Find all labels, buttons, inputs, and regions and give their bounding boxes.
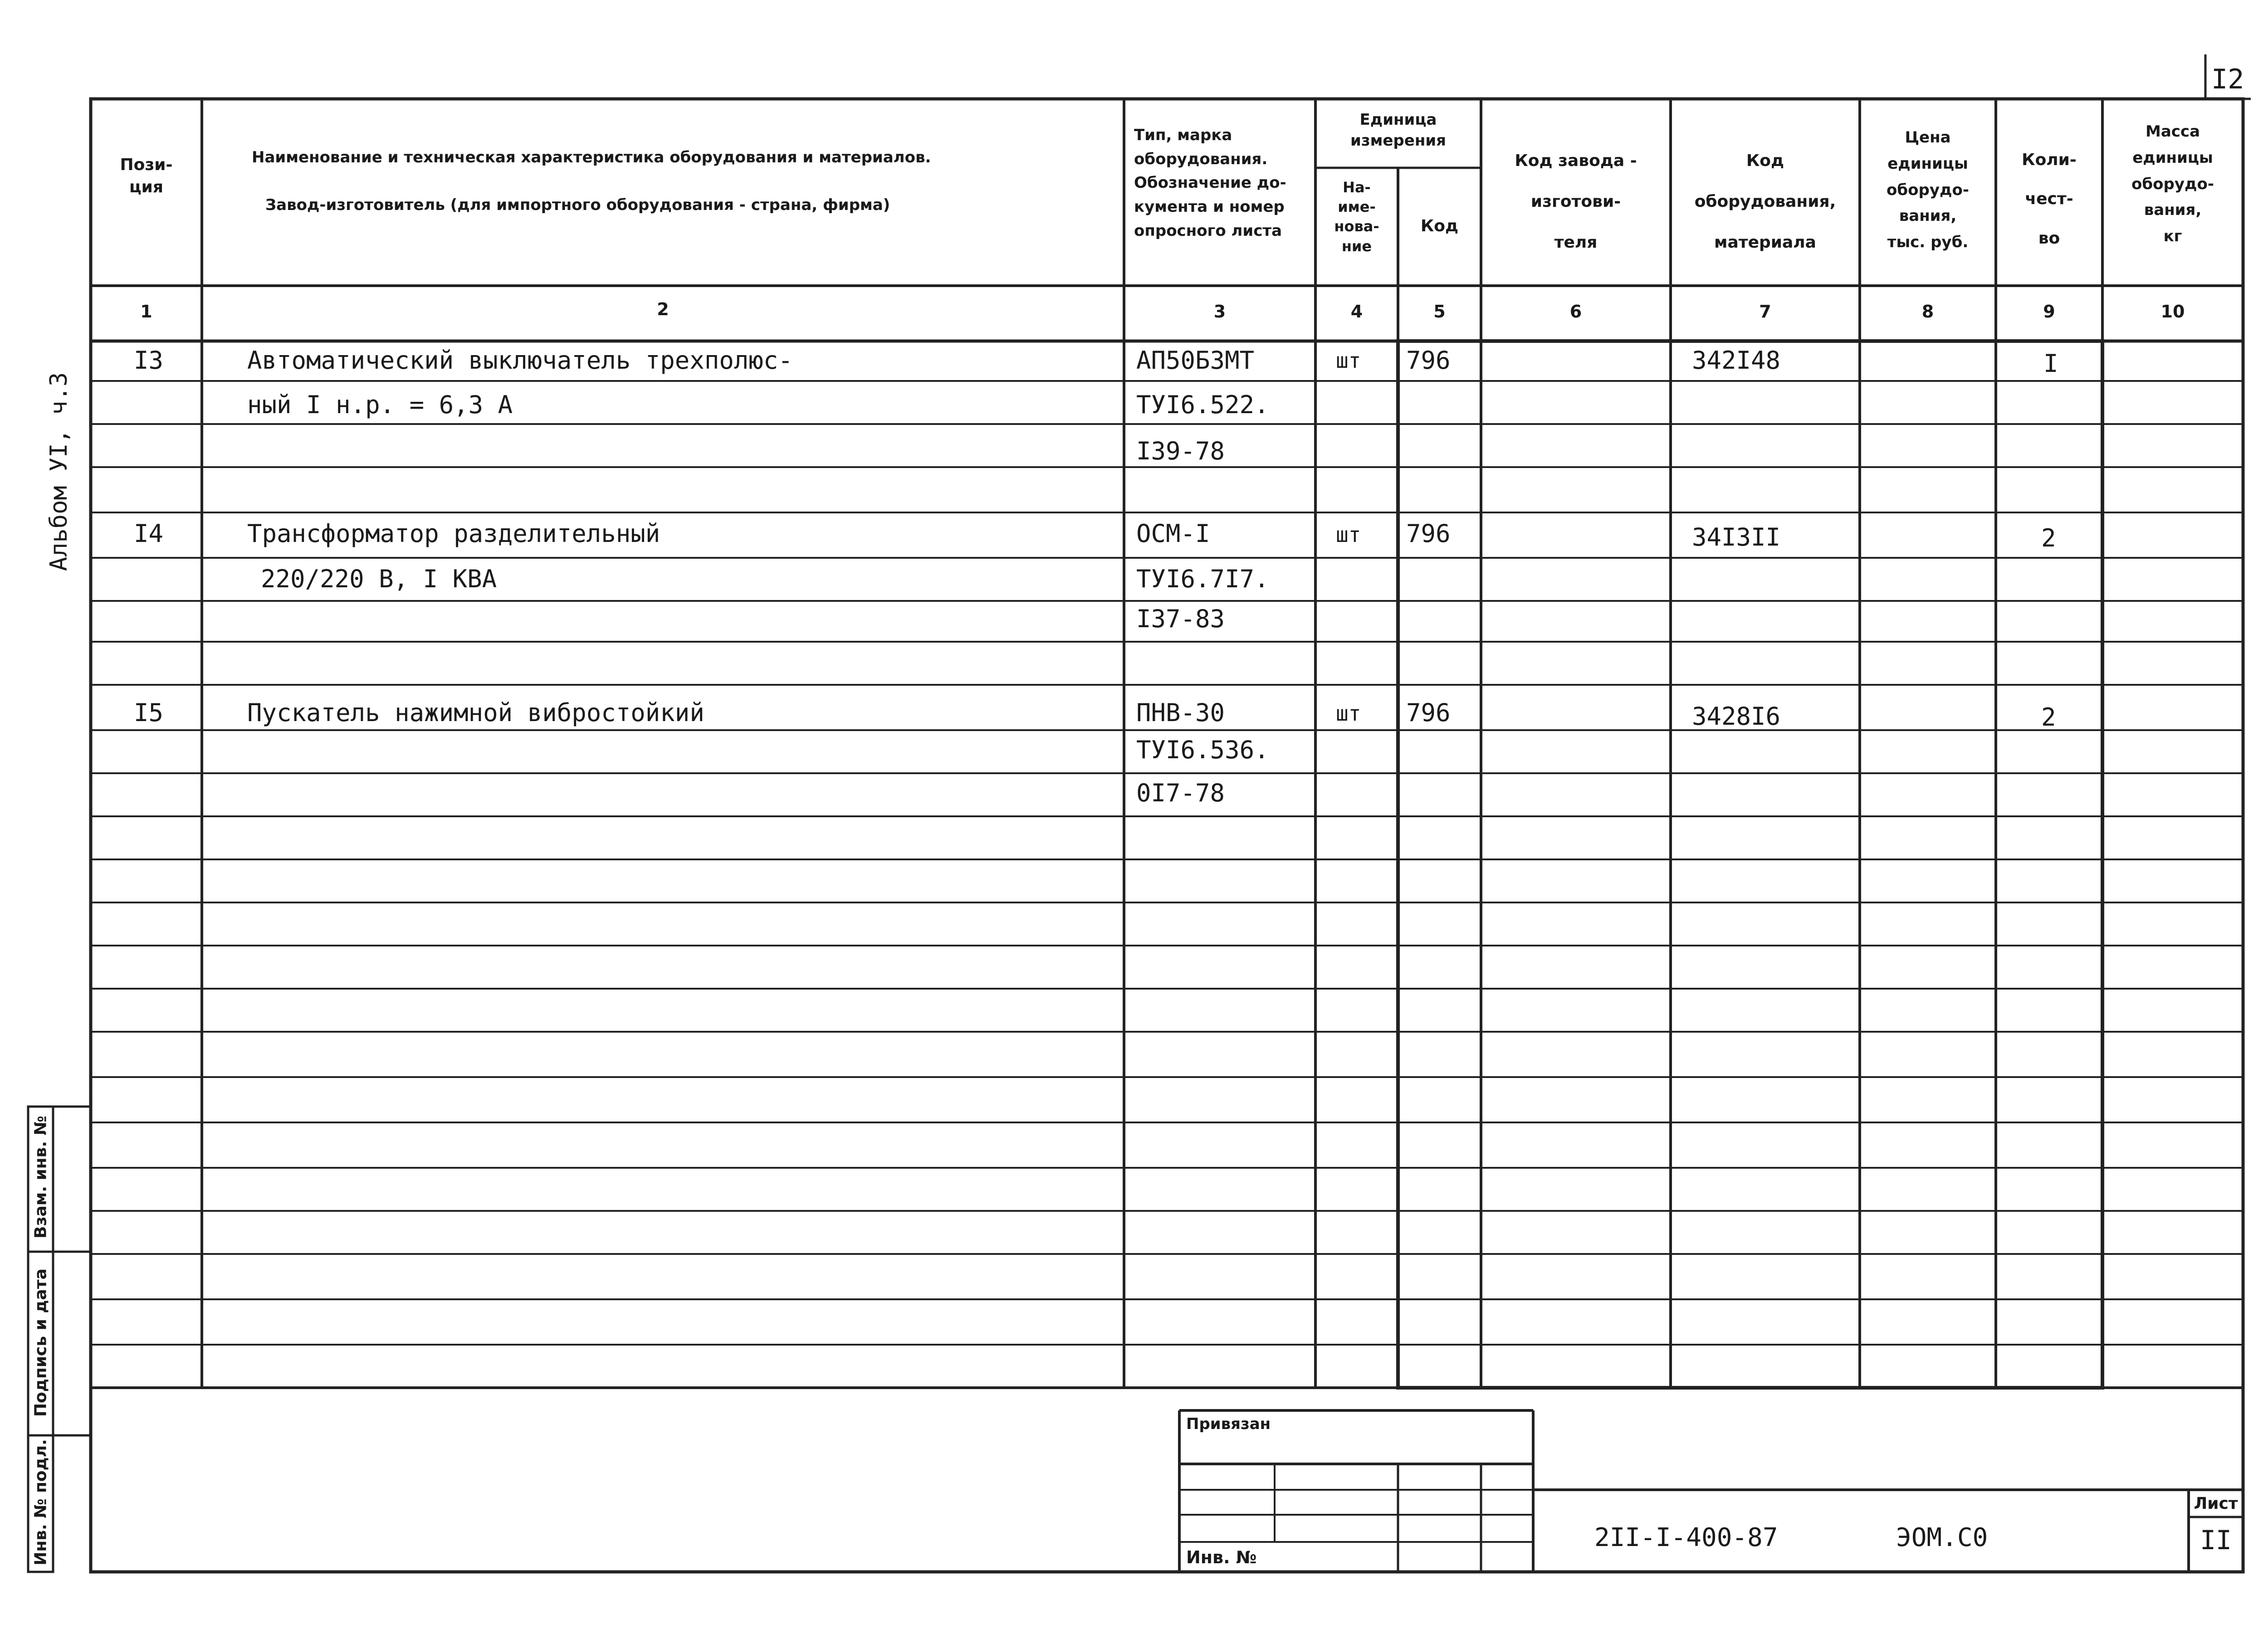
row-type: ПНВ-30 <box>1136 698 1225 727</box>
row-equip-code: 34I3II <box>1692 523 1781 551</box>
column-number-3: 3 <box>1213 302 1226 322</box>
row-unit-code: 796 <box>1406 346 1451 375</box>
stamp-doc-mark: ЭОМ.С0 <box>1896 1523 1988 1552</box>
header-equip-code: Код оборудования, материала <box>1694 151 1836 252</box>
row-type: I39-78 <box>1136 437 1225 465</box>
side-label-inv-podl: Инв. № подл. <box>31 1439 50 1566</box>
row-name: Автоматический выключатель трехполюс- <box>247 346 793 375</box>
row-type: ОСМ-I <box>1136 519 1210 548</box>
row-type: ТУI6.522. <box>1136 390 1269 419</box>
row-unit: шт <box>1336 522 1361 547</box>
row-position: I4 <box>134 519 164 548</box>
row-equip-code: 3428I6 <box>1692 702 1781 731</box>
row-unit: шт <box>1336 348 1361 373</box>
header-name-line2: Завод-изготовитель (для импортного оборудования - страна, фирма) <box>265 196 890 214</box>
column-number-2: 2 <box>657 299 669 319</box>
album-label: Альбом УI, ч.3 <box>45 372 73 571</box>
side-label-podpis-data: Подпись и дата <box>31 1268 50 1417</box>
header-mass: Масса единицы оборудо- вания, кг <box>2131 122 2214 246</box>
row-type: I37-83 <box>1136 605 1225 633</box>
stamp-sheet-value: II <box>2200 1525 2232 1556</box>
row-equip-code: 342I48 <box>1692 346 1781 375</box>
header-unit-name: На- име- нова- ние <box>1334 179 1379 255</box>
header-position: Пози- ция <box>120 156 173 196</box>
row-quantity: 2 <box>2041 703 2056 732</box>
stamp-inv-no: Инв. № <box>1186 1547 1257 1567</box>
column-number-10: 10 <box>2160 302 2185 322</box>
stamp-privyazan: Привязан <box>1186 1415 1271 1433</box>
row-unit-code: 796 <box>1406 698 1451 727</box>
side-label-vzam-inv: Взам. инв. № <box>31 1116 50 1239</box>
sheet-number-top: I2 <box>2211 63 2244 95</box>
row-name: 220/220 В, I КВА <box>261 565 497 593</box>
stamp-sheet-label: Лист <box>2194 1494 2238 1513</box>
header-type: Тип, марка оборудования. Обозначение до- кумента и номер опросного листа <box>1134 126 1286 240</box>
row-name: ный I н.р. = 6,3 А <box>247 390 513 419</box>
row-unit-code: 796 <box>1406 519 1451 548</box>
row-quantity: 2 <box>2041 524 2056 552</box>
column-number-9: 9 <box>2043 302 2055 322</box>
row-type: ТУI6.7I7. <box>1136 565 1269 593</box>
header-unit: Единица измерения <box>1350 111 1446 150</box>
row-name: Пускатель нажимной вибростойкий <box>247 698 704 727</box>
column-number-4: 4 <box>1350 302 1363 322</box>
header-price: Цена единицы оборудо- вания, тыс. руб. <box>1887 128 1969 252</box>
row-type: ТУI6.536. <box>1136 736 1269 764</box>
column-number-8: 8 <box>1921 302 1934 322</box>
header-quantity: Коли- чест- во <box>2022 151 2077 248</box>
row-type: 0I7-78 <box>1136 779 1225 807</box>
row-position: I3 <box>134 346 164 375</box>
row-type: АП50Б3МТ <box>1136 346 1255 375</box>
row-quantity: I <box>2043 349 2058 378</box>
column-number-5: 5 <box>1433 302 1446 322</box>
header-factory-code: Код завода - изготови- теля <box>1515 151 1637 252</box>
header-unit-code: Код <box>1420 217 1459 235</box>
column-number-6: 6 <box>1569 302 1582 322</box>
header-name-line1: Наименование и техническая характеристика оборудования и материалов. <box>252 148 931 166</box>
column-number-7: 7 <box>1759 302 1771 322</box>
column-number-1: 1 <box>140 302 152 322</box>
row-name: Трансформатор разделительный <box>247 519 660 548</box>
stamp-doc-code: 2II-I-400-87 <box>1594 1523 1778 1552</box>
row-position: I5 <box>134 698 164 727</box>
row-unit: шт <box>1336 701 1361 726</box>
